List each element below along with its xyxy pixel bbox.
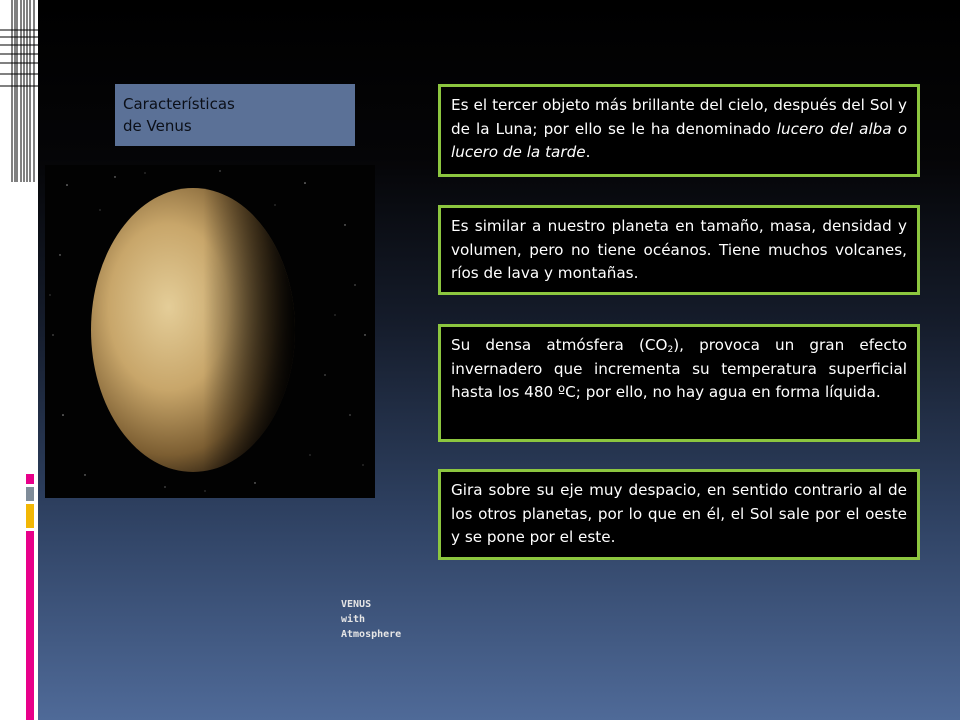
image-caption: [341, 597, 401, 642]
info-box-brightness: [438, 84, 920, 177]
caption-line2: with Atmosphere: [341, 614, 402, 640]
info-text-similarity: Es similar a nuestro planeta en tamaño, masa, densidad y volumen, pero no tiene océanos. Tiene muchos volcanes, ríos de lava y montañas.: [451, 217, 907, 282]
slide-title-line1: Características: [123, 95, 235, 113]
accent-bar-pink-bottom: [26, 531, 34, 720]
venus-image: [45, 165, 402, 640]
venus-planet-illustration: [45, 165, 375, 498]
info-text-atmosphere-subscript: 2: [667, 345, 674, 355]
accent-bar-gray: [26, 487, 34, 501]
info-text-rotation: Gira sobre su eje muy despacio, en sentido contrario al de los otros planetas, por lo que en él, el Sol sale por el oeste y se pone por el este.: [451, 481, 907, 546]
info-box-atmosphere: [438, 324, 920, 442]
accent-bar-pink-top: [26, 474, 34, 484]
info-box-rotation: [438, 469, 920, 560]
info-text-brightness-italic: lucero del alba o lucero de la tarde: [451, 119, 907, 161]
info-text-brightness-end: .: [585, 143, 591, 161]
accent-bar-gold: [26, 504, 34, 528]
slide-title-line2: de Venus: [123, 117, 192, 135]
decorative-lines: [0, 0, 40, 720]
caption-line1: VENUS: [341, 599, 372, 610]
info-text-brightness: Es el tercer objeto más brillante del cielo, después del Sol y de la Luna; por ello se le ha denominado: [451, 96, 907, 138]
info-text-atmosphere-before: Su densa atmósfera (CO: [451, 336, 668, 354]
info-box-similarity: [438, 205, 920, 295]
slide-title: [115, 84, 355, 146]
info-text-atmosphere-after: ), provoca un gran efecto invernadero que incrementa su temperatura superficial hasta los 480 ºC; por ello, no hay agua en forma líquida.: [451, 336, 907, 401]
